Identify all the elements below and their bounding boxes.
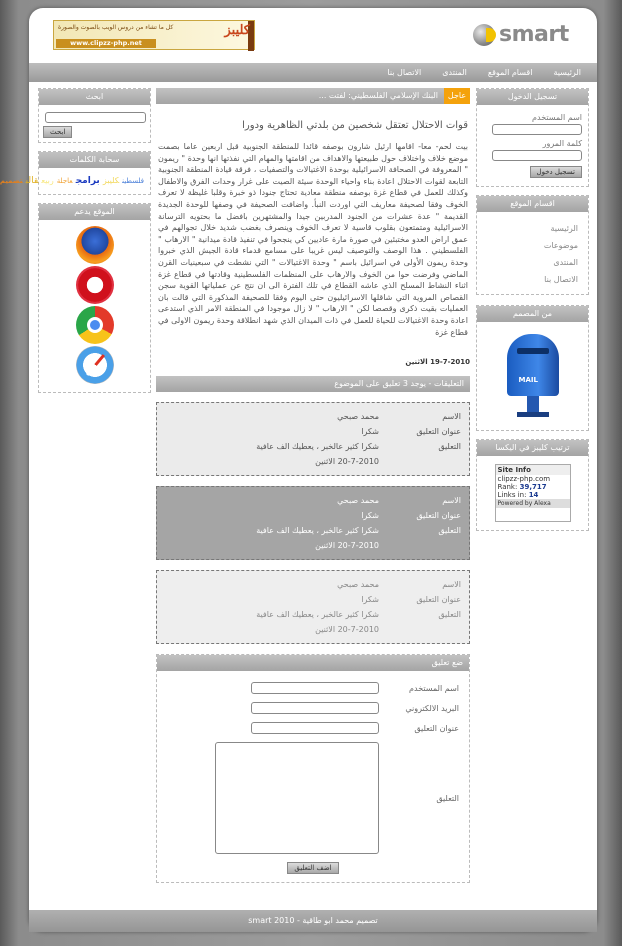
username-input[interactable] [492, 124, 582, 135]
right-sidebar [476, 88, 589, 539]
tag-link[interactable]: كليبز [102, 176, 120, 185]
sections-title: اقسام الموقع [477, 196, 588, 212]
tag-link[interactable]: عاجلة [56, 177, 73, 185]
alexa-links-value: 14 [528, 491, 539, 499]
comment-title-label: عنوان التعليق [416, 511, 461, 521]
mailbox-icon[interactable] [501, 334, 565, 418]
nav-item-sections[interactable]: اقسام الموقع [487, 68, 533, 77]
tagcloud-box [0, 151, 151, 195]
alexa-rank-label: Rank: [497, 483, 518, 491]
form-title-label: عنوان التعليق [414, 723, 459, 733]
site-logo[interactable] [473, 22, 577, 50]
tag-link[interactable]: تصميم [0, 177, 23, 185]
safari-icon[interactable] [76, 346, 114, 384]
comment-name: محمد صبحي [337, 412, 379, 422]
comment-date: 20-7-2010 الاثنين [315, 541, 379, 551]
smart-logo-icon [473, 24, 495, 46]
comment-text: شكرا كثير عالخبر ، يعطيك الف عافية [256, 442, 379, 452]
sponsor-banner[interactable] [53, 20, 255, 50]
article-title: قوات الاحتلال تعتقل شخصين من بلدتي الظاهرية ودورا [242, 120, 468, 131]
search-button[interactable]: ابحث [43, 126, 72, 138]
alexa-widget[interactable] [495, 464, 571, 522]
comment-name: محمد صبحي [337, 496, 379, 506]
browsers-title: الموقع يدعم [39, 204, 150, 220]
tag-link[interactable]: قالب [25, 176, 39, 186]
tagcloud-title: سحابة الكلمات [39, 152, 150, 168]
password-label: كلمة المرور [542, 139, 582, 148]
tag-cloud [0, 168, 150, 194]
designer-box [476, 305, 589, 431]
alexa-box [476, 439, 589, 531]
banner-name: كليبز [224, 23, 250, 38]
comment-text-label: التعليق [438, 526, 461, 536]
alexa-site-info: Site Info [496, 465, 570, 475]
ticker-text[interactable]: البنك الإسلامي الفلسطيني: لفتت ... [318, 91, 438, 100]
login-button[interactable]: تسجيل دخول [530, 166, 583, 178]
comment-form [156, 654, 470, 883]
page [0, 8, 597, 932]
header [29, 8, 597, 64]
comment-card [156, 402, 470, 476]
tag-link[interactable]: برامج [75, 176, 100, 186]
form-title-input[interactable] [251, 722, 379, 734]
login-box [476, 88, 589, 187]
comment-date: 20-7-2010 الاثنين [315, 625, 379, 635]
comment-text: شكرا كثير عالخبر ، يعطيك الف عافية [256, 526, 379, 536]
nav-item-contact[interactable]: الاتصال بنا [387, 68, 422, 77]
left-sidebar [0, 88, 151, 401]
comment-name-label: الاسم [442, 496, 461, 506]
banner-tagline: كل ما تشاء من دروس الويب بالصوت والصورة [58, 24, 174, 31]
nav-item-home[interactable]: الرئيسية [553, 68, 581, 77]
news-ticker [156, 88, 470, 104]
submit-comment-button[interactable]: اضف التعليق [287, 862, 338, 874]
alexa-powered: Powered by Alexa [496, 499, 570, 508]
chrome-icon[interactable] [76, 306, 114, 344]
form-user-label: اسم المستخدم [409, 683, 459, 693]
firefox-icon[interactable] [76, 226, 114, 264]
comment-title-label: عنوان التعليق [416, 595, 461, 605]
username-label: اسم المستخدم [532, 113, 582, 122]
main-content [156, 88, 470, 883]
alexa-domain: clipzz-php.com [497, 475, 551, 483]
comment-text-label: التعليق [438, 442, 461, 452]
mailbox-label: MAIL [518, 376, 538, 384]
designer-title: من المصمم [477, 306, 588, 322]
comment-title: شكرا [361, 511, 379, 521]
tag-link[interactable]: فلسطين [122, 177, 144, 185]
banner-url: www.clipzz-php.net [56, 39, 156, 48]
main-nav [29, 63, 597, 82]
comment-form-title: ضع تعليق [157, 655, 469, 671]
form-comment-textarea[interactable] [215, 742, 379, 854]
tag-link[interactable]: ربيع [41, 176, 54, 185]
password-input[interactable] [492, 150, 582, 161]
brand-name: smart [499, 22, 569, 47]
search-box [38, 88, 151, 143]
opera-icon[interactable] [76, 266, 114, 304]
comment-title: شكرا [361, 595, 379, 605]
alexa-title: ترتيب كليبز في اليكسا [477, 440, 588, 456]
form-comment-label: التعليق [436, 793, 459, 803]
comments-header: التعليقات - يوجد 3 تعليق على الموضوع [156, 376, 470, 392]
search-input[interactable] [45, 112, 146, 123]
alexa-links-label: Links in: [497, 491, 527, 499]
section-item-forum[interactable]: المنتدى [553, 258, 578, 267]
section-item-contact[interactable]: الاتصال بنا [544, 275, 578, 284]
comment-name-label: الاسم [442, 580, 461, 590]
footer: تصميم محمد ابو طاقية - 2010 smart [29, 910, 597, 932]
comment-text-label: التعليق [438, 610, 461, 620]
alexa-rank-value: 39,717 [519, 483, 547, 491]
urgent-badge: عاجل [444, 88, 470, 104]
comment-date: 20-7-2010 الاثنين [315, 457, 379, 467]
search-title: ابحث [39, 89, 150, 105]
comment-card [156, 486, 470, 560]
comment-name: محمد صبحي [337, 580, 379, 590]
comment-text: شكرا كثير عالخبر ، يعطيك الف عافية [256, 610, 379, 620]
login-title: تسجيل الدخول [477, 89, 588, 105]
sections-box [476, 195, 589, 295]
form-email-input[interactable] [251, 702, 379, 714]
article-date: 19-7-2010 الاثنين [405, 358, 470, 367]
comment-name-label: الاسم [442, 412, 461, 422]
comment-card [156, 570, 470, 644]
browsers-box [38, 203, 151, 393]
form-user-input[interactable] [251, 682, 379, 694]
comment-title: شكرا [361, 427, 379, 437]
section-item-home[interactable]: الرئيسية [550, 224, 578, 233]
nav-item-forum[interactable]: المنتدى [442, 68, 467, 77]
comment-title-label: عنوان التعليق [416, 427, 461, 437]
form-email-label: البريد الالكتروني [405, 703, 459, 713]
article-body: بيت لحم- معا- اقامها ارئيل شارون بوصفه قائدا للمنطقة الجنوبية قبل اربعين عاما بصمت موضع خلاف واختلاف حول طبيعتها والاهداف من اقامتها والمهام التي نفذتها انها وحدة " ريمون " المعروفة في الصحافة الاسرائيلية بوحدة الاغتيالات والتصفيات ، فرقة قيادة المنطقة الجنوبية التابعة لقوات الاحتلال اعادة بناء واحياء الوحدة سيئة الصيت على غرار وحدات الفرق والاطفال وكذلك للعمل في قطاع غزة بوصفه منطقة معادية تحتاج جنودا ذو خبرة وقلبا غليظة لا تعرف الخوف وفقا لصحيفة معاريف التي اوردت النبأ. واضافت الصحيفة في وصفها للوحدة الجديدة القديمة " عدة عشرات من الجنود المدربين جيدا والمشتهرين بافضل ما بحتويه الترسانة الاسرائيلية ومتمتعون بقلوب قاسية لا تعرف الخوف وينصرف بغضب شديد خلال تجوالهم في عمق اراض العدو مختبئين في صورة مارة عاديين كي ينجحوا في تنفيذ قادة ميدانية " الارهاب " الفلسطيني . هذا الوصف والتوصيف ليس غريبا على مسامع قدماء قادة الجيش الذي خبروا وحدة ريمون الأولى في اسرائيل باسم " وحدة الاغتيالات " التي نشطت في سبعينيات القرن الماضي وفرضت حوا من الخوف والارهاب على المنظمات الفلسطينية وقادتها في قطاع غزة اثناء النشاط المسلح الذي عاشه القطاع في تلك الفترة الى ان نتج عن عملياتها القوية سجن القصاص المروية التي شاقلها الاسرائيليون حتى اليوم وفقا للصحيفة المذكورة التي قالت بان العمليات بقيت ذكرى وقصصا لكن " الارهاب " لا زال موجودا في المنطقة الامر الذي استدعى اعادة وحدة الاغتيالات للحياة للعمل في ذات الميدان الذي شهد انطلاقة وحدة ريمون الاولى في قطاع غزة [158, 142, 468, 337]
section-item-topics[interactable]: موضوعات [543, 241, 578, 250]
